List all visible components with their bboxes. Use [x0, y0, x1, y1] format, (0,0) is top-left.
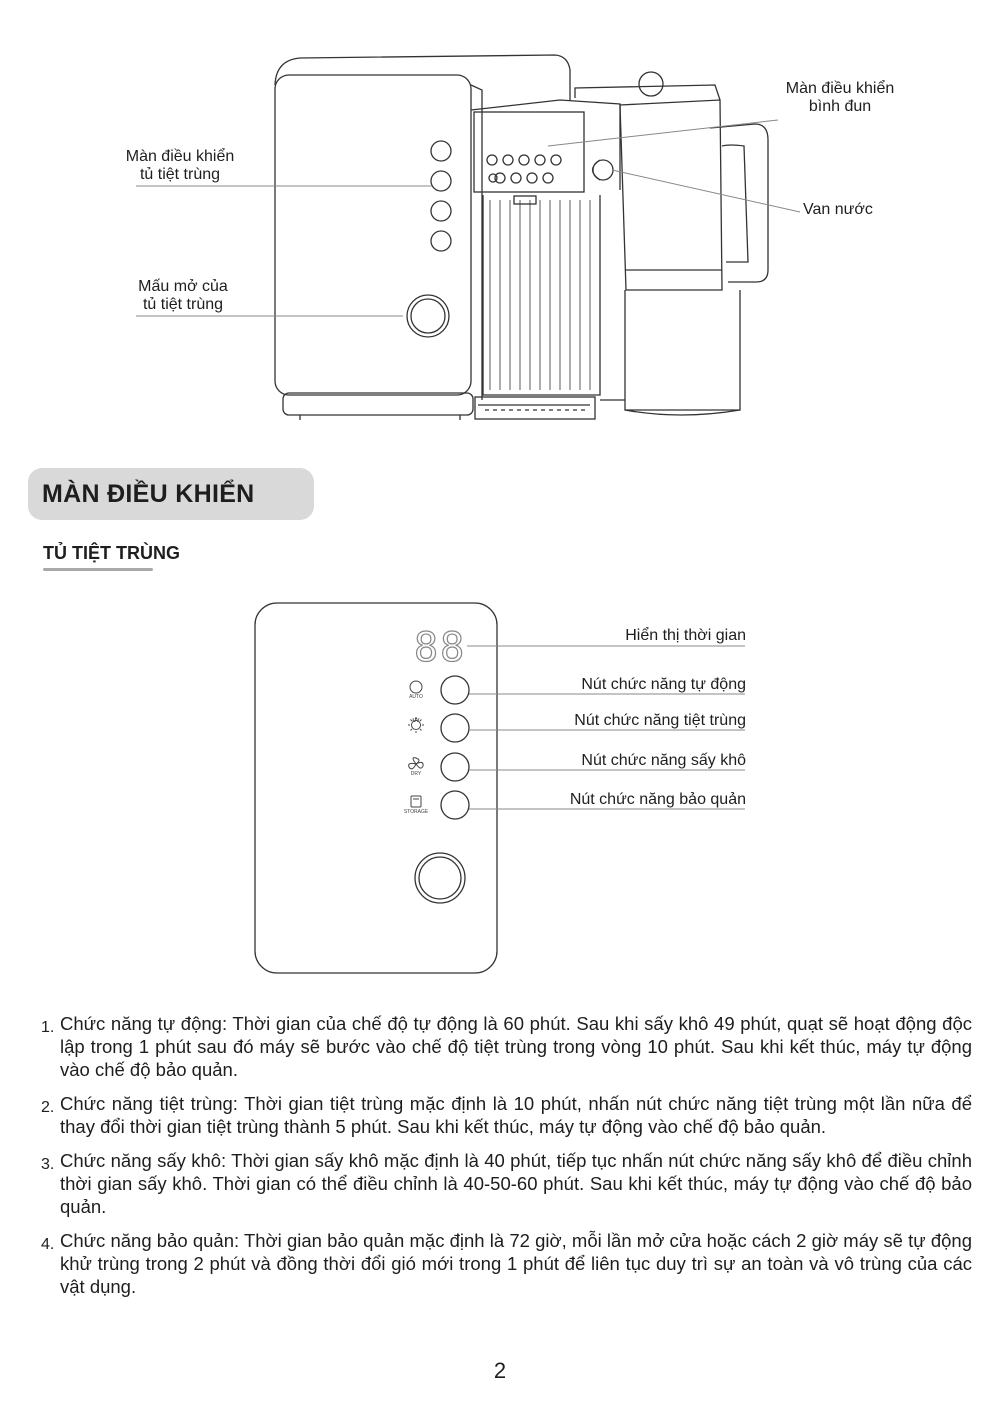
instruction-item	[40, 1149, 972, 1218]
fan-icon	[409, 758, 423, 769]
callout-dry-button: Nút chức năng sấy khô	[581, 752, 746, 769]
instruction-list	[40, 1012, 972, 1309]
subsection-title: TỦ TIỆT TRÙNG	[43, 543, 180, 563]
label-line-2: tủ tiệt trùng	[139, 166, 221, 183]
item-number: 3.	[41, 1156, 55, 1173]
panel-knob	[415, 853, 465, 903]
callout-time-display: Hiển thị thời gian	[625, 627, 746, 644]
item-text: Chức năng bảo quản: Thời gian bảo quản mặc định là 72 giờ, mỗi lần mở cửa hoặc cách 2 giờ máy sẽ tự động khử trùng trong 2 phút và đồng thời đổi gió mới trong 1 phút để liên tục duy trì sự an toàn và vô trùng của các vật dụng.	[60, 1230, 972, 1297]
auto-caption: AUTO	[409, 694, 423, 700]
label-line-1: Màn điều khiển	[785, 80, 895, 97]
instruction-item	[40, 1229, 972, 1298]
dry-caption: DRY	[410, 771, 422, 777]
label-line-2: tủ tiệt trùng	[142, 296, 224, 313]
instruction-item	[40, 1092, 972, 1138]
item-number: 1.	[41, 1019, 55, 1036]
instruction-item	[40, 1012, 972, 1081]
callout-sterilize-button: Nút chức năng tiệt trùng	[574, 712, 746, 729]
item-text: Chức năng tự động: Thời gian của chế độ tự động là 60 phút. Sau khi sấy khô 49 phút, quạt sẽ hoạt động độc lập trong 1 phút sau đó máy sẽ bước vào chế độ tiệt trùng trong vòng 10 phút. Sau khi kết thúc, máy tự động vào chế độ bảo quản.	[60, 1013, 972, 1080]
label-line-1: Màn điều khiển	[125, 148, 235, 165]
auto-button-shape	[441, 676, 469, 704]
label-line-1: Mấu mở của	[138, 278, 228, 295]
sterilize-button-shape	[441, 714, 469, 742]
auto-icon	[410, 681, 422, 693]
item-text: Chức năng tiệt trùng: Thời gian tiệt trùng mặc định là 10 phút, nhấn nút chức năng tiệt trùng một lần nữa để thay đổi thời gian tiệt trùng thành 5 phút. Sau khi kết thúc, máy tự động vào chế độ bảo quản.	[60, 1093, 972, 1137]
dry-button-shape	[441, 753, 469, 781]
callout-storage-button: Nút chức năng bảo quản	[569, 791, 746, 808]
uv-caption: UV	[412, 718, 420, 724]
label-line-2: bình đun	[808, 98, 872, 115]
item-text: Chức năng sấy khô: Thời gian sấy khô mặc định là 40 phút, tiếp tục nhấn nút chức năng sấy khô để điều chỉnh thời gian sấy khô. Thời gian có thể điều chỉnh là 40-50-60 phút. Sau khi kết thúc, máy tự động vào chế độ bảo quản.	[60, 1150, 972, 1217]
storage-icon	[411, 796, 421, 807]
item-number: 2.	[41, 1099, 55, 1116]
storage-caption: STORAGE	[403, 809, 429, 815]
storage-button-shape	[441, 791, 469, 819]
label-valve: Van nước	[803, 201, 873, 218]
page-number: 2	[493, 1358, 507, 1383]
time-display: 88	[414, 625, 467, 671]
section-title: MÀN ĐIỀU KHIỂN	[42, 480, 255, 508]
item-number: 4.	[41, 1236, 55, 1253]
callout-auto-button: Nút chức năng tự động	[581, 676, 746, 693]
